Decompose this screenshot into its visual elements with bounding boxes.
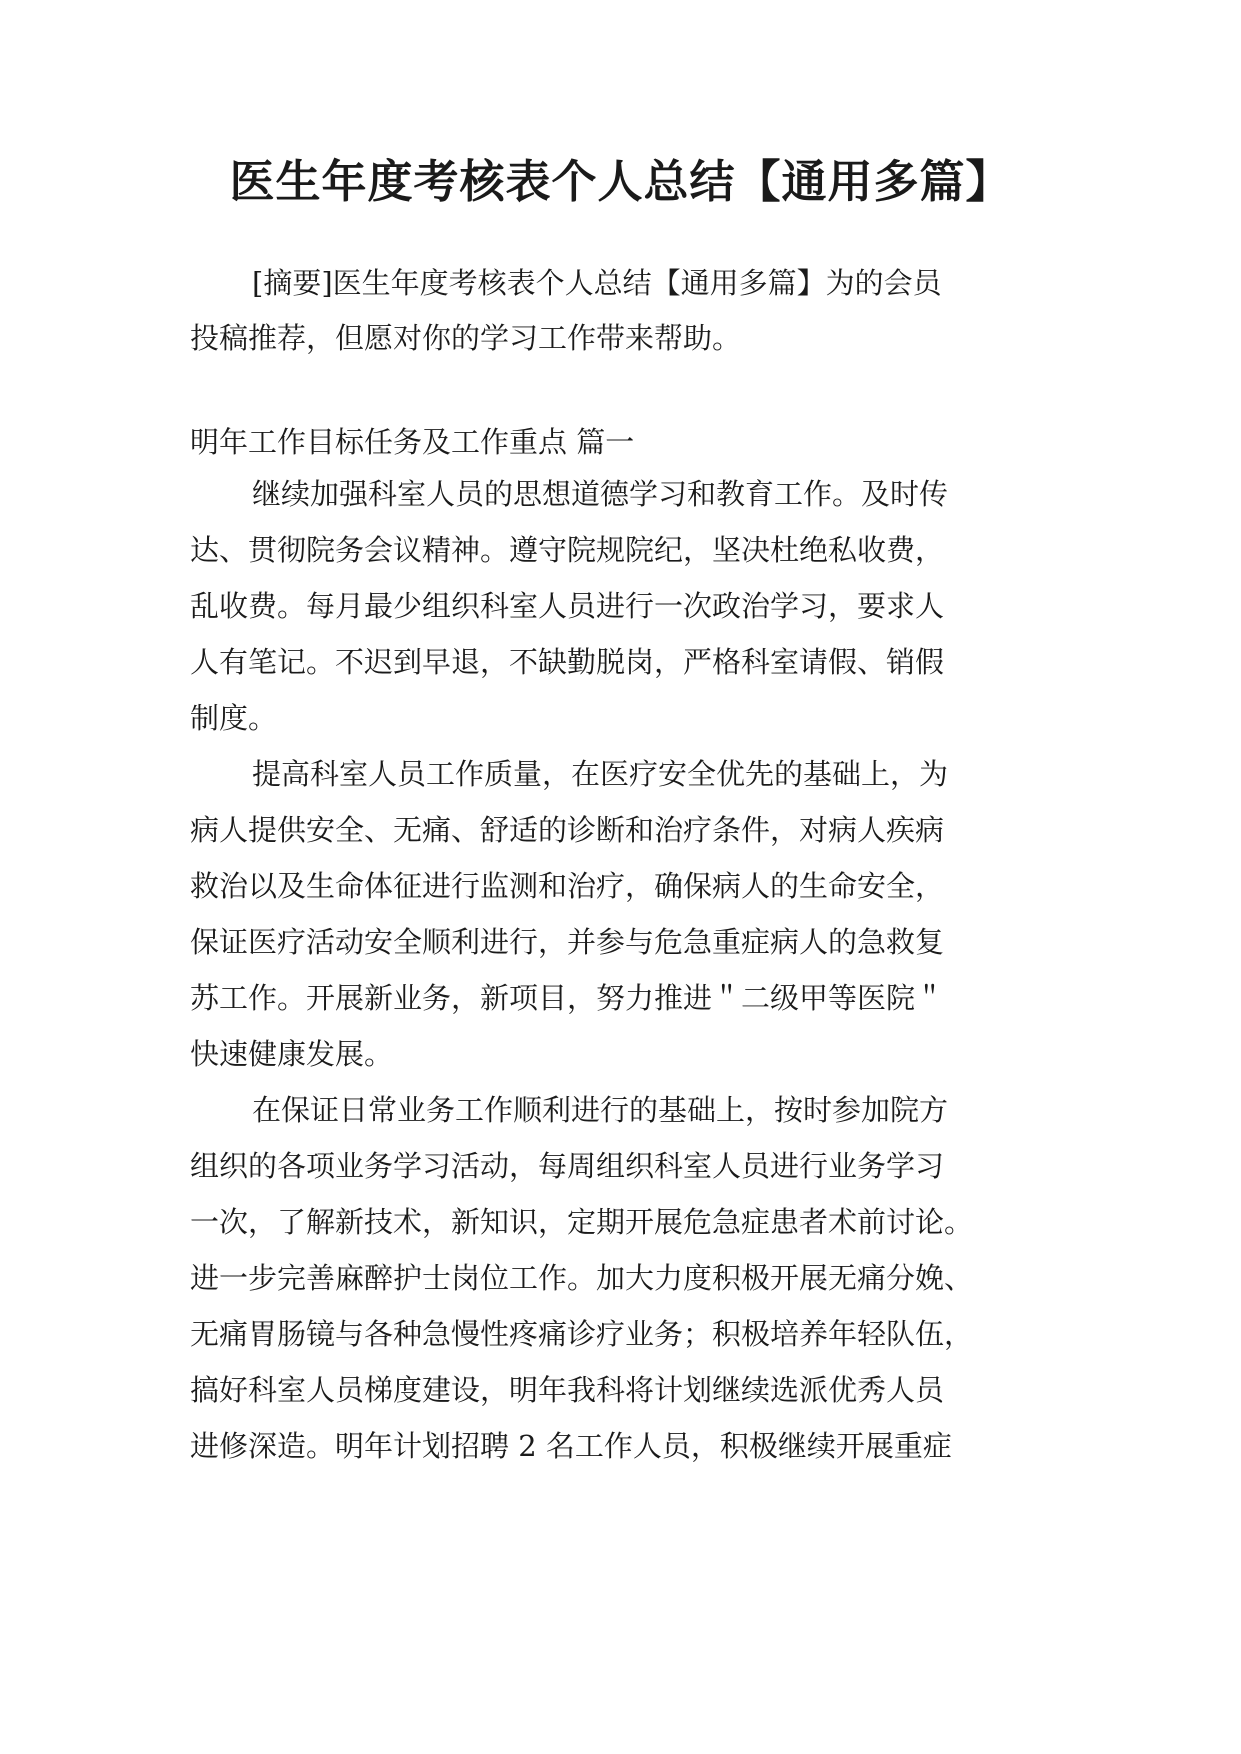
- abstract-line: [摘要]医生年度考核表个人总结【通用多篇】为的会员: [252, 266, 942, 300]
- paragraph-line: 快速健康发展。: [190, 1037, 394, 1071]
- paragraph-line: 乱收费。每月最少组织科室人员进行一次政治学习，要求人: [190, 589, 945, 623]
- paragraph-line: 病人提供安全、无痛、舒适的诊断和治疗条件，对病人疾病: [190, 813, 945, 847]
- paragraph-line: 无痛胃肠镜与各种急慢性疼痛诊疗业务；积极培养年轻队伍，: [190, 1317, 974, 1351]
- paragraph-line: 一次，了解新技术，新知识，定期开展危急症患者术前讨论。: [190, 1205, 974, 1239]
- section-heading: 明年工作目标任务及工作重点 篇一: [190, 425, 635, 459]
- paragraph-line: 组织的各项业务学习活动，每周组织科室人员进行业务学习: [190, 1149, 945, 1183]
- paragraph-line: 进一步完善麻醉护士岗位工作。加大力度积极开展无痛分娩、: [190, 1261, 974, 1295]
- paragraph-line: 提高科室人员工作质量，在医疗安全优先的基础上，为: [252, 757, 949, 791]
- paragraph-line: 人有笔记。不迟到早退，不缺勤脱岗，严格科室请假、销假: [190, 645, 945, 679]
- abstract-line: 投稿推荐，但愿对你的学习工作带来帮助。: [190, 321, 742, 355]
- paragraph-line: 继续加强科室人员的思想道德学习和教育工作。及时传: [252, 477, 949, 511]
- paragraph-line: 苏工作。开展新业务，新项目，努力推进＂二级甲等医院＂: [190, 981, 945, 1015]
- paragraph-line: 制度。: [190, 701, 278, 735]
- paragraph-line: 搞好科室人员梯度建设，明年我科将计划继续选派优秀人员: [190, 1373, 945, 1407]
- paragraph-line: 保证医疗活动安全顺利进行，并参与危急重症病人的急救复: [190, 925, 945, 959]
- paragraph-line: 达、贯彻院务会议精神。遵守院规院纪，坚决杜绝私收费，: [190, 533, 945, 567]
- paragraph-line: 救治以及生命体征进行监测和治疗，确保病人的生命安全，: [190, 869, 945, 903]
- document-title: 医生年度考核表个人总结【通用多篇】: [229, 155, 1012, 208]
- paragraph-line: 进修深造。明年计划招聘 2 名工作人员，积极继续开展重症: [190, 1429, 952, 1463]
- paragraph-line: 在保证日常业务工作顺利进行的基础上，按时参加院方: [252, 1093, 949, 1127]
